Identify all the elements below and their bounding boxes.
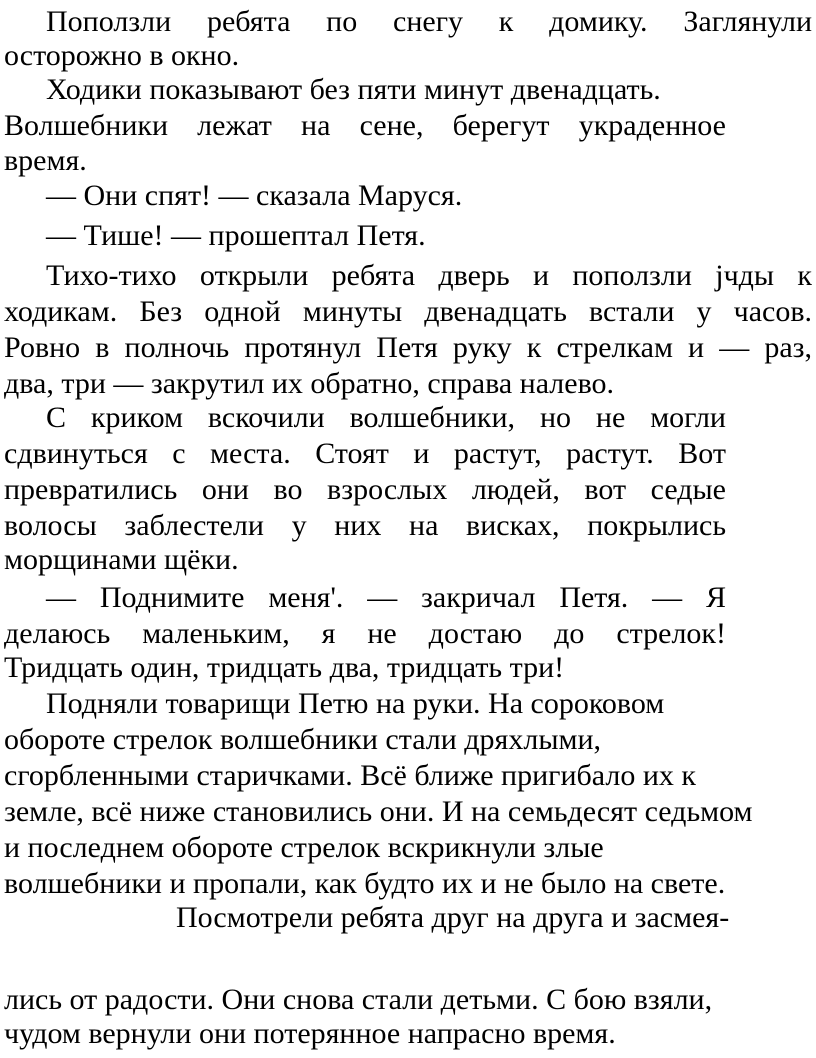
text-line: — Поднимите меня'. — закричал Петя. — Я bbox=[46, 581, 726, 614]
text-line: время. bbox=[4, 144, 87, 177]
text-line: Ходики показывают без пяти минут двенадцать. bbox=[46, 73, 661, 106]
text-line: превратились они во взрослых людей, вот седые bbox=[4, 473, 726, 506]
text-line: — Они спят! — сказала Маруся. bbox=[46, 179, 463, 212]
text-line: Поползли ребята по снегу к домику. Заглянули bbox=[46, 5, 812, 38]
text-line: волшебники и пропали, как будто их и не было на свете. bbox=[4, 867, 726, 900]
text-line: сгорбленными старичками. Всё ближе пригибало их к bbox=[4, 759, 696, 792]
text-line: сдвинуться с места. Стоят и растут, растут. Вот bbox=[4, 437, 726, 470]
text-line: два, три — закрутил их обратно, справа налево. bbox=[4, 367, 615, 400]
text-line: ходикам. Без одной минуты двенадцать встали у часов. bbox=[4, 295, 812, 328]
text-line: Посмотрели ребята друг на друга и засмея- bbox=[176, 901, 730, 934]
text-line: волосы заблестели у них на висках, покрылись bbox=[4, 509, 726, 542]
text-line: чудом вернули они потерянное напрасно время. bbox=[4, 1017, 616, 1050]
text-line: земле, всё ниже становились они. И на семьдесят седьмом bbox=[4, 795, 753, 828]
text-line: С криком вскочили волшебники, но не могли bbox=[46, 401, 726, 434]
text-line: морщинами щёки. bbox=[4, 543, 239, 576]
text-line: обороте стрелок волшебники стали дряхлыми, bbox=[4, 723, 602, 756]
text-line: Тихо-тихо открыли ребята дверь и поползли jчды к bbox=[46, 259, 812, 292]
text-line: — Тише! — прошептал Петя. bbox=[46, 219, 426, 252]
text-line: и последнем обороте стрелок вскрикнули злые bbox=[4, 831, 604, 864]
text-line: Подняли товарищи Петю на руки. На сороковом bbox=[46, 687, 665, 720]
text-line: Тридцать один, тридцать два, тридцать три! bbox=[4, 651, 565, 684]
text-line: Ровно в полночь протянул Петя руку к стрелкам и — раз, bbox=[4, 331, 812, 364]
text-line: осторожно в окно. bbox=[4, 39, 240, 72]
text-line: делаюсь маленьким, я не достаю до стрелок! bbox=[4, 617, 726, 650]
text-line: лись от радости. Они снова стали детьми. С бою взяли, bbox=[4, 983, 713, 1016]
text-line: Волшебники лежат на сене, берегут украденное bbox=[4, 109, 726, 142]
